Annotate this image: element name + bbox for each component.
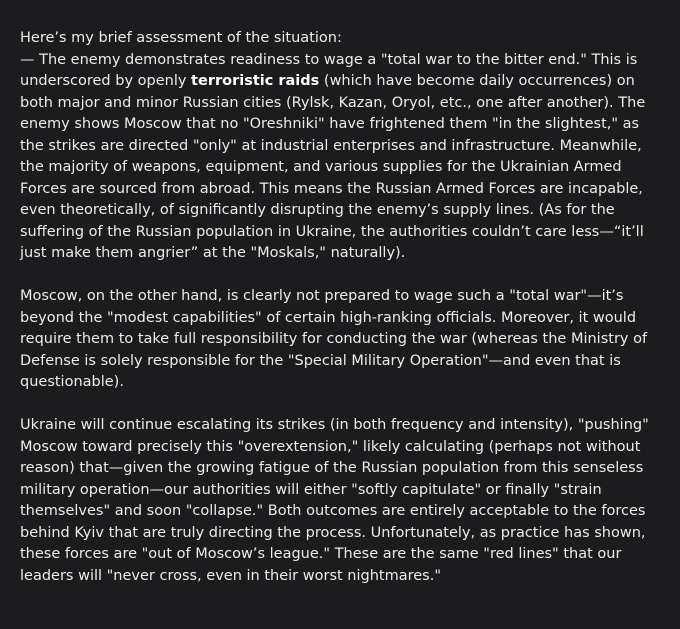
paragraph-2: Moscow, on the other hand, is clearly not prepared to wage such a "total war"—it’s beyond the "modest capabilities" of certain high-ranking officials. Moreover, it would require them to take full responsibility for conducting the war (whereas the Ministry of Defense is solely responsible for the "Special Military Operation"—and even that is questionable). (20, 288, 648, 390)
paragraph-1-text-a: — The enemy demonstrates readiness to wage a "total war to the bitter end." This is underscored by openly (20, 51, 638, 89)
paragraph-1 (20, 28, 660, 265)
paragraph-3: Ukraine will continue escalating its strikes (in both frequency and intensity), "pushing" Moscow toward precisely this "overextension," likely calculating (perhaps not without reason) that—given the growing fatigue of the Russian population from this senseless military operation—our authorities will either "softly capitulate" or finally "strain themselves" and soon "collapse." Both outcomes are entirely acceptable to the forces behind Kyiv that are truly directing the process. Unfortunately, as practice has shown, these forces are "out of Moscow’s league." These are the same "red lines" that our leaders will "never cross, even in their worst nightmares." (20, 417, 649, 584)
paragraph-1-text-b: (which have become daily occurrences) on both major and minor Russian cities (Rylsk, Kazan, Oryol, etc., one after another). The enemy shows Moscow that no "Oreshniki" have frightened them "in the slightest," as the strikes are directed "only" at industrial enterprises and infrastructure. Meanwhile, the majority of weapons, equipment, and various supplies for the Ukrainian Armed Forces are sourced from abroad. This means the Russian Armed Forces are incapable, even theoretically, of significantly disrupting the enemy’s supply lines. (As for the suffering of the Russian population in Ukraine, the authorities couldn’t care less—“it’ll just make them angrier” at the "Moskals," naturally). (20, 73, 646, 261)
assessment-document (20, 28, 660, 587)
paragraph-1-bold-text: terroristic raids (191, 73, 320, 89)
intro-line: Here’s my brief assessment of the situation: (20, 30, 342, 46)
